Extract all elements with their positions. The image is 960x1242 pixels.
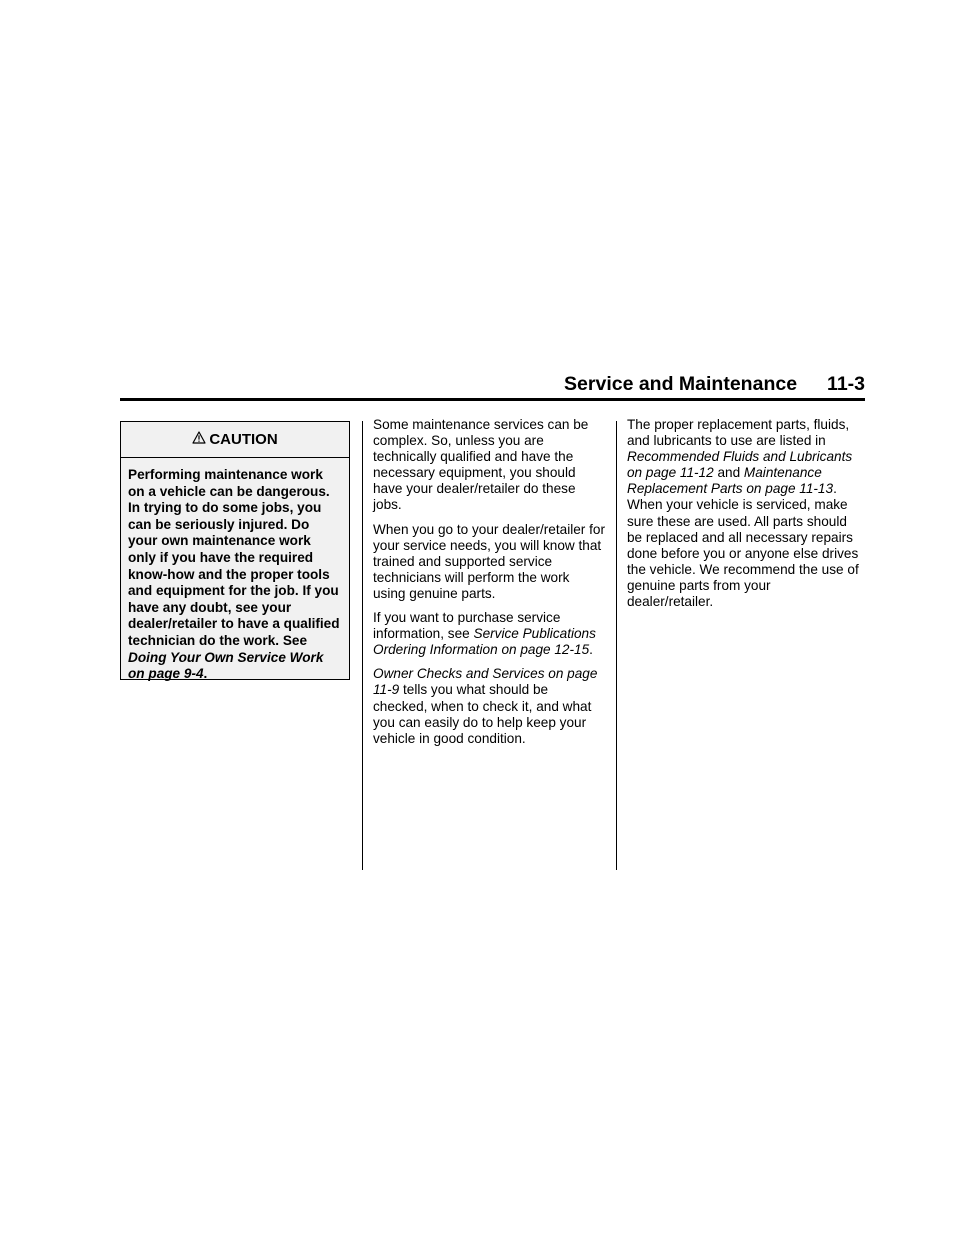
owner-checks-link[interactable]: Owner Checks and Services on page 11-9: [373, 666, 598, 698]
column-divider-2: [616, 421, 617, 870]
caution-text: Performing maintenance work on a vehicle can be dangerous. In trying to do some jobs, you can be seriously injured. Do your own maintenance work only if you have the required know-how and the proper tools and equipment for the job. If you have any doubt, see your dealer/retailer to have a qualified technician do the work. See Doing Your Own Service Work on page 9-4.: [128, 467, 340, 682]
replacement-parts-link[interactable]: Maintenance Replacement Parts on page 11-13: [627, 465, 834, 497]
service-publications-link[interactable]: Service Publications Ordering Information on page 12-15: [373, 626, 596, 658]
paragraph-2: When you go to your dealer/retailer for your service needs, you will know that trained and supported service technicians will perform the work using genuine parts.: [373, 521, 605, 601]
column-2: [373, 417, 605, 755]
caution-title: CAUTION: [209, 431, 278, 448]
column-divider-1: [362, 421, 363, 870]
warning-triangle-icon: [192, 431, 209, 448]
page-number: 11-3: [827, 373, 865, 395]
paragraph-4: Owner Checks and Services on page 11-9 tells you what should be checked, when to check it, and what you can easily do to help keep your vehicle in good condition.: [373, 666, 598, 746]
column-3: [627, 417, 859, 618]
recommended-fluids-link[interactable]: Recommended Fluids and Lubricants on page 11-12: [627, 449, 853, 481]
caution-box: [120, 421, 350, 680]
paragraph-1: Some maintenance services can be complex. So, unless you are technically qualified and have the necessary equipment, you should have your dealer/retailer do these jobs.: [373, 417, 589, 513]
section-title: Service and Maintenance: [564, 373, 798, 395]
caution-header: [121, 422, 349, 458]
paragraph-5: The proper replacement parts, fluids, and lubricants to use are listed in Recommended Fluids and Lubricants on page 11-12 and Maintenance Replacement Parts on page 11-13. When your vehicle is serviced, make sure these are used. All parts should be replaced and all necessary repairs done before you or anyone else drives the vehicle. We recommend the use of genuine parts from your dealer/retailer.: [627, 417, 859, 610]
caution-reference-link[interactable]: Doing Your Own Service Work on page 9-4: [128, 649, 324, 682]
paragraph-3: If you want to purchase service information, see Service Publications Ordering Information on page 12-15.: [373, 610, 596, 658]
page-header: [120, 368, 865, 401]
